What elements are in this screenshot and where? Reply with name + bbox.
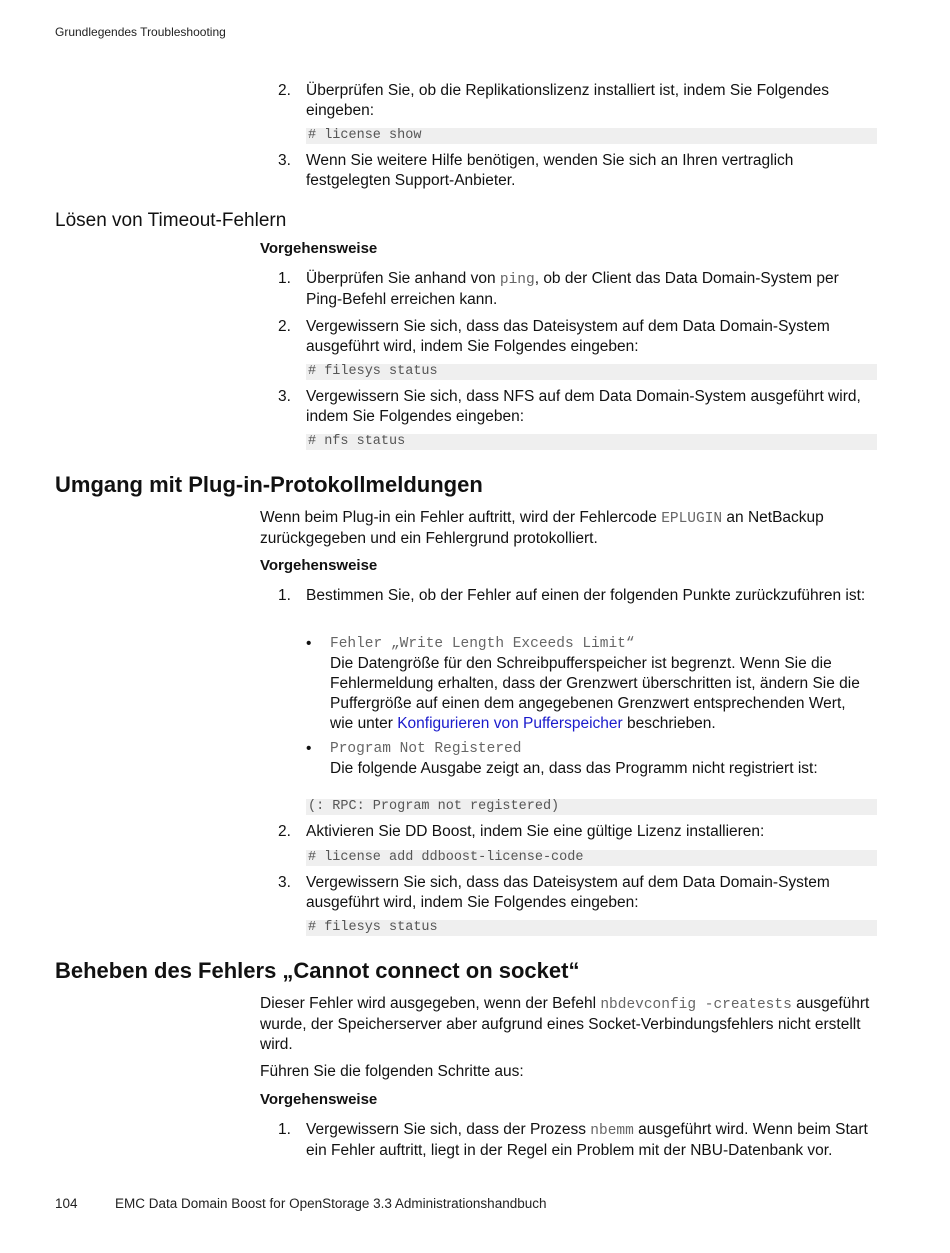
- step-text: Bestimmen Sie, ob der Fehler auf einen der folgenden Punkte zurückzuführen ist:: [306, 587, 866, 604]
- step-item: [278, 387, 878, 427]
- step-number: 3.: [278, 388, 291, 405]
- step-text: Vergewissern Sie sich, dass das Dateisystem auf dem Data Domain-System ausgeführt wird, indem Sie Folgendes eingeben:: [306, 318, 830, 355]
- text-run: Die folgende Ausgabe zeigt an, dass das Programm nicht registriert ist:: [330, 760, 818, 777]
- step-number: 2.: [278, 82, 291, 99]
- step-number: 2.: [278, 823, 291, 840]
- step-item: [278, 317, 878, 357]
- step-item: [278, 873, 878, 913]
- code-block: # license add ddboost-license-code: [306, 850, 877, 866]
- procedure-label: Vorgehensweise: [260, 1091, 378, 1108]
- book-title: EMC Data Domain Boost for OpenStorage 3.3 Administrationshandbuch: [115, 1196, 547, 1211]
- bullet-item: [306, 634, 866, 734]
- step-text: [306, 269, 878, 310]
- step-item: [278, 1120, 878, 1161]
- inline-code: EPLUGIN: [661, 511, 723, 527]
- text-run: Die Datengröße für den Schreibpufferspeicher ist begrenzt. Wenn Sie die Fehlermeldung erhalten, dass der Grenzwert überschritten ist, ändern Sie die Puffergröße auf einen dem angegebenen Grenzwert entsprechenden Wert, wie unter: [330, 655, 860, 732]
- text-run: ausgeführt wurde, der Speicherserver aber aufgrund eines Socket-Verbindungsfehlers nicht erstellt wird.: [260, 995, 870, 1053]
- text-run: , ob der Client das Data Domain-System per Ping-Befehl erreichen kann.: [306, 270, 839, 308]
- section-heading-plugin: Umgang mit Plug-in-Protokollmeldungen: [55, 472, 483, 497]
- inline-code: nbdevconfig -creatests: [600, 997, 792, 1013]
- intro-paragraph: [260, 994, 880, 1055]
- bullet-text: [330, 634, 866, 734]
- step-number: 1.: [278, 270, 291, 287]
- inline-code: nbemm: [590, 1123, 634, 1139]
- step-text: Aktivieren Sie DD Boost, indem Sie eine gültige Lizenz installieren:: [306, 823, 765, 840]
- text-run: Dieser Fehler wird ausgegeben, wenn der Befehl: [260, 995, 601, 1012]
- step-text: [306, 1120, 878, 1161]
- text-run: ausgeführt wird. Wenn beim Start ein Fehler auftritt, liegt in der Regel ein Problem mit der NBU-Datenbank vor.: [306, 1121, 868, 1159]
- code-block: # nfs status: [306, 434, 877, 450]
- bullet-title: Program Not Registered: [330, 741, 522, 757]
- intro-paragraph: [260, 508, 880, 549]
- step-item: [278, 81, 878, 121]
- step-item: [278, 586, 878, 606]
- step-number: 1.: [278, 1121, 291, 1138]
- text-run: Wenn beim Plug-in ein Fehler auftritt, wird der Fehlercode: [260, 509, 662, 526]
- procedure-label: Vorgehensweise: [260, 240, 378, 257]
- inline-code: ping: [499, 272, 535, 288]
- step-number: 1.: [278, 587, 291, 604]
- step-text: Wenn Sie weitere Hilfe benötigen, wenden Sie sich an Ihren vertraglich festgelegten Support-Anbieter.: [306, 152, 794, 189]
- running-header: Grundlegendes Troubleshooting: [55, 25, 226, 39]
- paragraph: Führen Sie die folgenden Schritte aus:: [260, 1063, 524, 1080]
- step-number: 2.: [278, 318, 291, 335]
- text-run: Vergewissern Sie sich, dass der Prozess: [306, 1121, 591, 1138]
- section-heading-timeout: Lösen von Timeout-Fehlern: [55, 210, 287, 231]
- step-text: Vergewissern Sie sich, dass das Dateisystem auf dem Data Domain-System ausgeführt wird, indem Sie Folgendes eingeben:: [306, 874, 830, 911]
- bullet-item: [306, 739, 866, 779]
- code-block: (: RPC: Program not registered): [306, 799, 877, 815]
- code-block: # filesys status: [306, 364, 877, 380]
- step-number: 3.: [278, 152, 291, 169]
- step-item: [278, 822, 878, 842]
- step-text: Vergewissern Sie sich, dass NFS auf dem Data Domain-System ausgeführt wird, indem Sie Folgendes eingeben:: [306, 388, 861, 425]
- page-footer: [55, 1196, 547, 1211]
- bullet-dot: •: [306, 740, 312, 757]
- step-item: [278, 269, 878, 310]
- code-block: # license show: [306, 128, 877, 144]
- text-run: beschrieben.: [622, 715, 716, 732]
- section-heading-socket: Beheben des Fehlers „Cannot connect on socket“: [55, 958, 580, 983]
- bullet-dot: •: [306, 635, 312, 652]
- step-item: [278, 151, 878, 191]
- cross-reference-link[interactable]: Konfigurieren von Pufferspeicher: [397, 715, 623, 732]
- page-number: 104: [55, 1196, 78, 1211]
- bullet-title: Fehler „Write Length Exceeds Limit“: [330, 636, 635, 652]
- step-text: Überprüfen Sie, ob die Replikationslizenz installiert ist, indem Sie Folgendes eingeben:: [306, 82, 829, 119]
- text-run: Überprüfen Sie anhand von: [306, 270, 500, 287]
- text-run: an NetBackup zurückgegeben und ein Fehlergrund protokolliert.: [260, 509, 824, 547]
- code-block: # filesys status: [306, 920, 877, 936]
- bullet-text: [330, 739, 866, 779]
- step-number: 3.: [278, 874, 291, 891]
- procedure-label: Vorgehensweise: [260, 557, 378, 574]
